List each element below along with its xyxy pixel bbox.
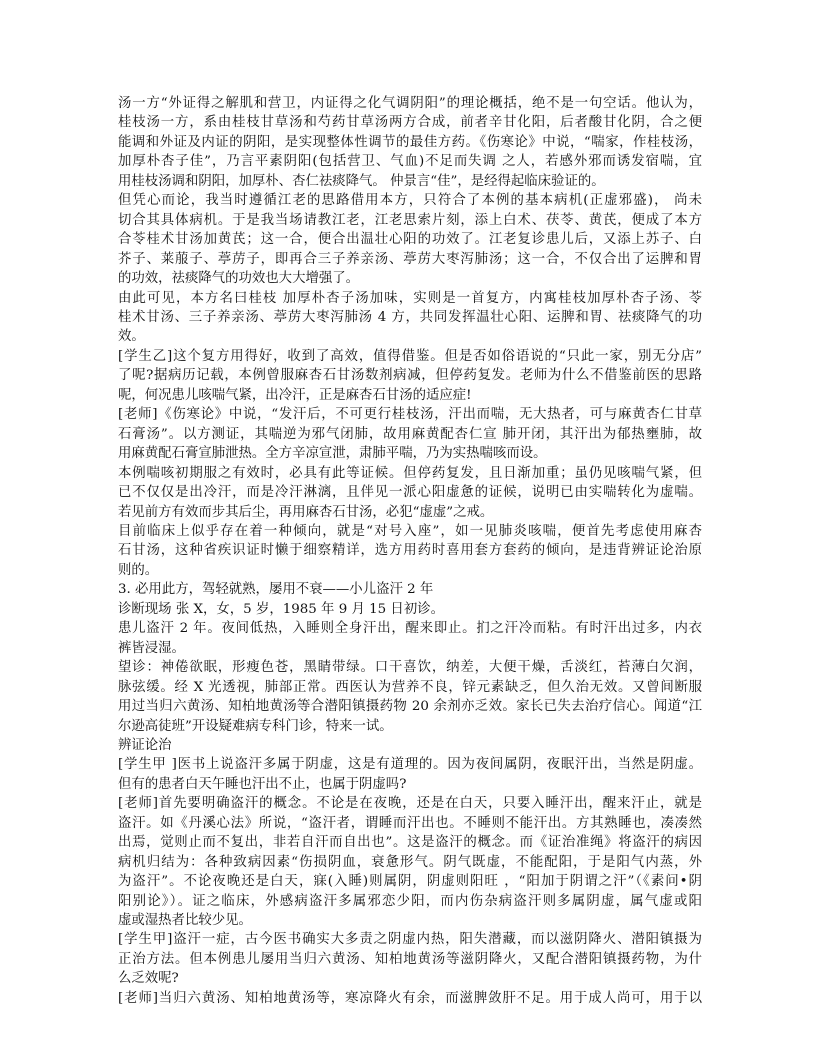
text-line: 切合其具体病机。于是我当场请教江老，江老思索片刻，添上白术、茯苓、黄芪，便成了本方 [118, 212, 702, 228]
text-line: 若见前方有效而步其后尘，再用麻杏石甘汤，必犯“虚虚”之戒。 [118, 504, 494, 520]
text-line: 已不仅仅是出冷汗，而是冷汗淋漓，且伴见一派心阳虚惫的证候，说明已由实喘转化为虚喘。 [118, 485, 702, 501]
text-line: [老师]当归六黄汤、知柏地黄汤等，寒凉降火有余，而滋脾敛肝不足。用于成人尚可，用于以 [118, 990, 702, 1006]
text-line: [老师]首先要明确盗汗的概念。不论是在夜晚，还是在白天，只要入睡汗出，醒来汗止，就是 [118, 796, 702, 812]
text-line: 桂术甘汤、三子养亲汤、葶苈大枣泻肺汤 4 方，共同发挥温壮心阳、运脾和胃、祛痰降气的功 [118, 309, 702, 325]
text-line: 出焉，觉则止而不复出，非若自汗而自出也”。这是盗汗的概念。而《证治准绳》将盗汗的病因 [118, 835, 702, 851]
text-line: 效。 [118, 329, 145, 345]
text-line: 用麻黄配石膏宣肺泄热。全方辛凉宣泄，肃肺平喘，乃为实热喘咳而设。 [118, 446, 547, 462]
text-line: 用过当归六黄汤、知柏地黄汤等合潜阳镇摄药物 20 余剂亦乏效。家长已失去治疗信心。闻道“江 [118, 699, 702, 715]
text-line: [学生乙]这个复方用得好，收到了高效，值得借鉴。但是否如俗语说的“只此一家，别无分店” [118, 348, 702, 364]
text-line: 裤皆浸湿。 [118, 640, 185, 656]
text-line: [学生甲 ]医书上说盗汗多属于阴虚，这是有道理的。因为夜间属阴，夜眠汗出，当然是阴虚。 [118, 757, 702, 773]
text-line: 病机归结为：各种致病因素“伤损阴血，衰惫形气。阴气既虚，不能配阳，于是阳气内蒸，外 [118, 854, 702, 870]
text-line: 患儿盗汗 2 年。夜间低热，入睡则全身汗出，醒来即止。扪之汗冷而粘。有时汗出过多，内衣 [118, 621, 702, 637]
text-line: 合苓桂术甘汤加黄芪；这一合，便合出温壮心阳的功效了。江老复诊患儿后，又添上苏子、白 [118, 232, 702, 248]
text-line: 能调和外证及内证的阴阳，是实现整体性调节的最佳方药。《伤寒论》中说，“喘家，作桂枝汤， [118, 134, 702, 150]
text-line: 盗汗。如《丹溪心法》所说，“盗汗者，谓睡而汗出也。不睡则不能汗出。方其熟睡也，凑凑然 [118, 815, 702, 831]
text-line: 呢，何况患儿咳喘气紧，出冷汗，正是麻杏石甘汤的适应症! [118, 387, 472, 403]
text-line: 则的。 [118, 562, 159, 578]
text-line: 但有的患者白天午睡也汗出不止，也属于阴虚吗? [118, 776, 407, 792]
text-line: 目前临床上似乎存在着一种倾向，就是“对号入座”，如一见肺炎咳喘，便首先考虑使用麻杏 [118, 523, 702, 539]
text-line: 虚或湿热者比较少见。 [118, 913, 252, 929]
text-line: 了呢?据病历记载，本例曾服麻杏石甘汤数剂病减，但停药复发。老师为什么不借鉴前医的思路 [118, 368, 702, 384]
text-line: 阳别论》）。证之临床，外感病盗汗多属邪恋少阳，而内伤杂病盗汗则多属阴虚，属气虚或阳 [118, 893, 702, 909]
text-line: 芥子、莱菔子、葶苈子，即再合三子养亲汤、葶苈大枣泻肺汤；这一合，不仅合出了运脾和胃 [118, 251, 702, 267]
text-line: 尔逊高徒班”开设疑难病专科门诊，特来一试。 [118, 718, 393, 734]
text-line: 石甘汤，这种省疾识证时懒于细察精详，选方用药时喜用套方套药的倾向，是违背辨证论治原 [118, 543, 702, 559]
text-line: 汤一方“外证得之解肌和营卫，内证得之化气调阴阳”的理论概括，绝不是一句空话。他认为， [118, 96, 702, 111]
text-line: 加厚朴杏子佳”，乃言平素阴阳(包括营卫、气血)不足而失调 之人，若感外邪而诱发宿喘，宜 [118, 154, 702, 170]
text-line: 但凭心而论，我当时遵循江老的思路借用本方，只符合了本例的基本病机(正虚邪盛)， 尚未 [118, 193, 702, 209]
text-line: 望诊：神倦欲眠，形瘦色苍，黑睛带绿。口干喜饮，纳差，大便干燥，舌淡红，苔薄白欠润， [118, 660, 702, 676]
text-line: 桂枝汤一方，系由桂枝甘草汤和芍药甘草汤两方合成，前者辛甘化阳，后者酸甘化阴，合之便 [118, 115, 702, 131]
text-line: 正治方法。但本例患儿屡用当归六黄汤、知柏地黄汤等滋阴降火，又配合潜阳镇摄药物，为什 [118, 951, 702, 967]
document-body [118, 94, 702, 1008]
text-line: 脉弦缓。经 X 光透视，肺部正常。西医认为营养不良，锌元素缺乏，但久治无效。又曾间断服 [118, 679, 702, 695]
text-line: 本例喘咳初期服之有效时，必具有此等证候。但停药复发，且日渐加重；虽仍见咳喘气紧，但 [118, 465, 702, 481]
text-line: [学生甲]盗汗一症，古今医书确实大多责之阴虚内热，阳失潜藏，而以滋阴降火、潜阳镇摄为 [118, 932, 702, 948]
subsection-heading: 辨证论治 [118, 737, 172, 753]
text-line: [老师]《伤寒论》中说，“发汗后，不可更行桂枝汤，汗出而喘，无大热者，可与麻黄杏仁甘草 [118, 407, 702, 423]
text-line: 为盗汗”。不论夜晚还是白天，寐(入睡)则属阴，阴虚则阳旺 ，“阳加于阴谓之汗”（《素问•阴 [118, 874, 702, 890]
text-line: 由此可见，本方名曰桂枝 加厚朴杏子汤加味，实则是一首复方，内寓桂枝加厚朴杏子汤、苓 [118, 290, 702, 306]
section-heading: 3. 必用此方，驾轻就熟，屡用不衰——小儿盗汗 2 年 [118, 582, 434, 598]
text-line: 么乏效呢? [118, 971, 179, 987]
text-line: 用桂枝汤调和阴阳，加厚朴、杏仁祛痰降气。 仲景言“佳”，是经得起临床验证的。 [118, 173, 605, 189]
text-line: 的功效，祛痰降气的功效也大大增强了。 [118, 271, 360, 287]
text-line: 诊断现场 张 X，女，5 岁，1985 年 9 月 15 日初诊。 [118, 601, 444, 617]
text-line: 石膏汤”。以方测证，其喘逆为邪气闭肺，故用麻黄配杏仁宣 肺开闭，其汗出为郁热壅肺，故 [118, 426, 702, 442]
